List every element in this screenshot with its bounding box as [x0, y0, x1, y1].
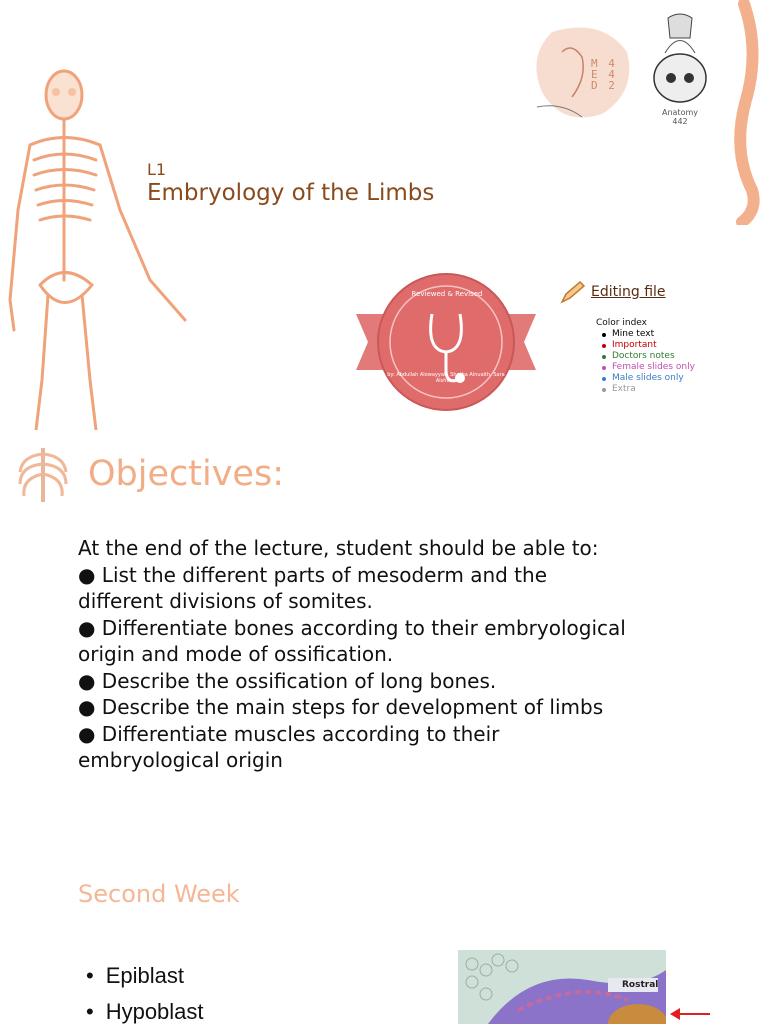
- section-heading: Second Week: [78, 880, 240, 908]
- bullet-list: [86, 958, 204, 1030]
- pencil-icon: [560, 280, 586, 304]
- objectives-line: origin and mode of ossification.: [78, 642, 394, 666]
- objectives-line: ● Describe the main steps for development of limbs: [78, 695, 604, 719]
- color-index-item: Female slides only: [612, 362, 695, 372]
- color-index-title: Color index: [596, 318, 647, 328]
- med-logo-text: [591, 58, 617, 91]
- objectives-line: At the end of the lecture, student should be able to:: [78, 536, 599, 560]
- badge-top-text: Reviewed & Revised: [411, 290, 483, 298]
- anatomy-logo-line-1: Anatomy: [661, 108, 698, 117]
- color-index-item: Mine text: [612, 329, 695, 340]
- list-item: • Hypoblast: [86, 994, 204, 1030]
- editing-file-link[interactable]: Editing file: [591, 284, 666, 300]
- anatomy-skull-logo: [640, 8, 720, 108]
- spine-illustration: [722, 0, 766, 225]
- med-logo-line-2: E 4: [591, 68, 617, 81]
- color-index-item: Important: [612, 340, 695, 351]
- color-index-item: Extra: [612, 384, 695, 395]
- objectives-line: different divisions of somites.: [78, 589, 373, 613]
- color-index-item: Doctors notes: [612, 351, 695, 362]
- ribcage-icon: [16, 444, 70, 506]
- list-item: • Epiblast: [86, 958, 204, 994]
- figure-label: Rostral: [622, 980, 659, 990]
- objectives-line: ● List the different parts of mesoderm and the: [78, 562, 547, 587]
- med-logo: [532, 22, 632, 122]
- color-index-item: Male slides only: [612, 373, 695, 384]
- red-arrow-icon: [670, 1004, 710, 1024]
- objectives-body: [78, 535, 718, 774]
- objectives-line: ● Describe the ossification of long bones.: [78, 668, 497, 693]
- med-logo-line-1: M 4: [591, 57, 617, 70]
- med-logo-line-3: D 2: [591, 79, 617, 92]
- anatomy-logo-text: [656, 108, 704, 126]
- objectives-line: ● Differentiate muscles according to their: [78, 721, 500, 746]
- color-index: [596, 318, 695, 395]
- skeleton-illustration: [0, 60, 200, 430]
- objectives-line: embryological origin: [78, 748, 283, 772]
- badge-bottom-text: by: Abdullah Alowayyah, Shatha Alnuaith, Sara Alshehri: [387, 372, 505, 384]
- page-title: Embryology of the Limbs: [147, 180, 435, 206]
- objectives-line: ● Differentiate bones according to their embryological: [78, 615, 626, 640]
- objectives-heading: Objectives:: [88, 454, 284, 494]
- lecture-number: L1: [147, 160, 167, 179]
- anatomy-logo-line-2: 442: [672, 117, 688, 126]
